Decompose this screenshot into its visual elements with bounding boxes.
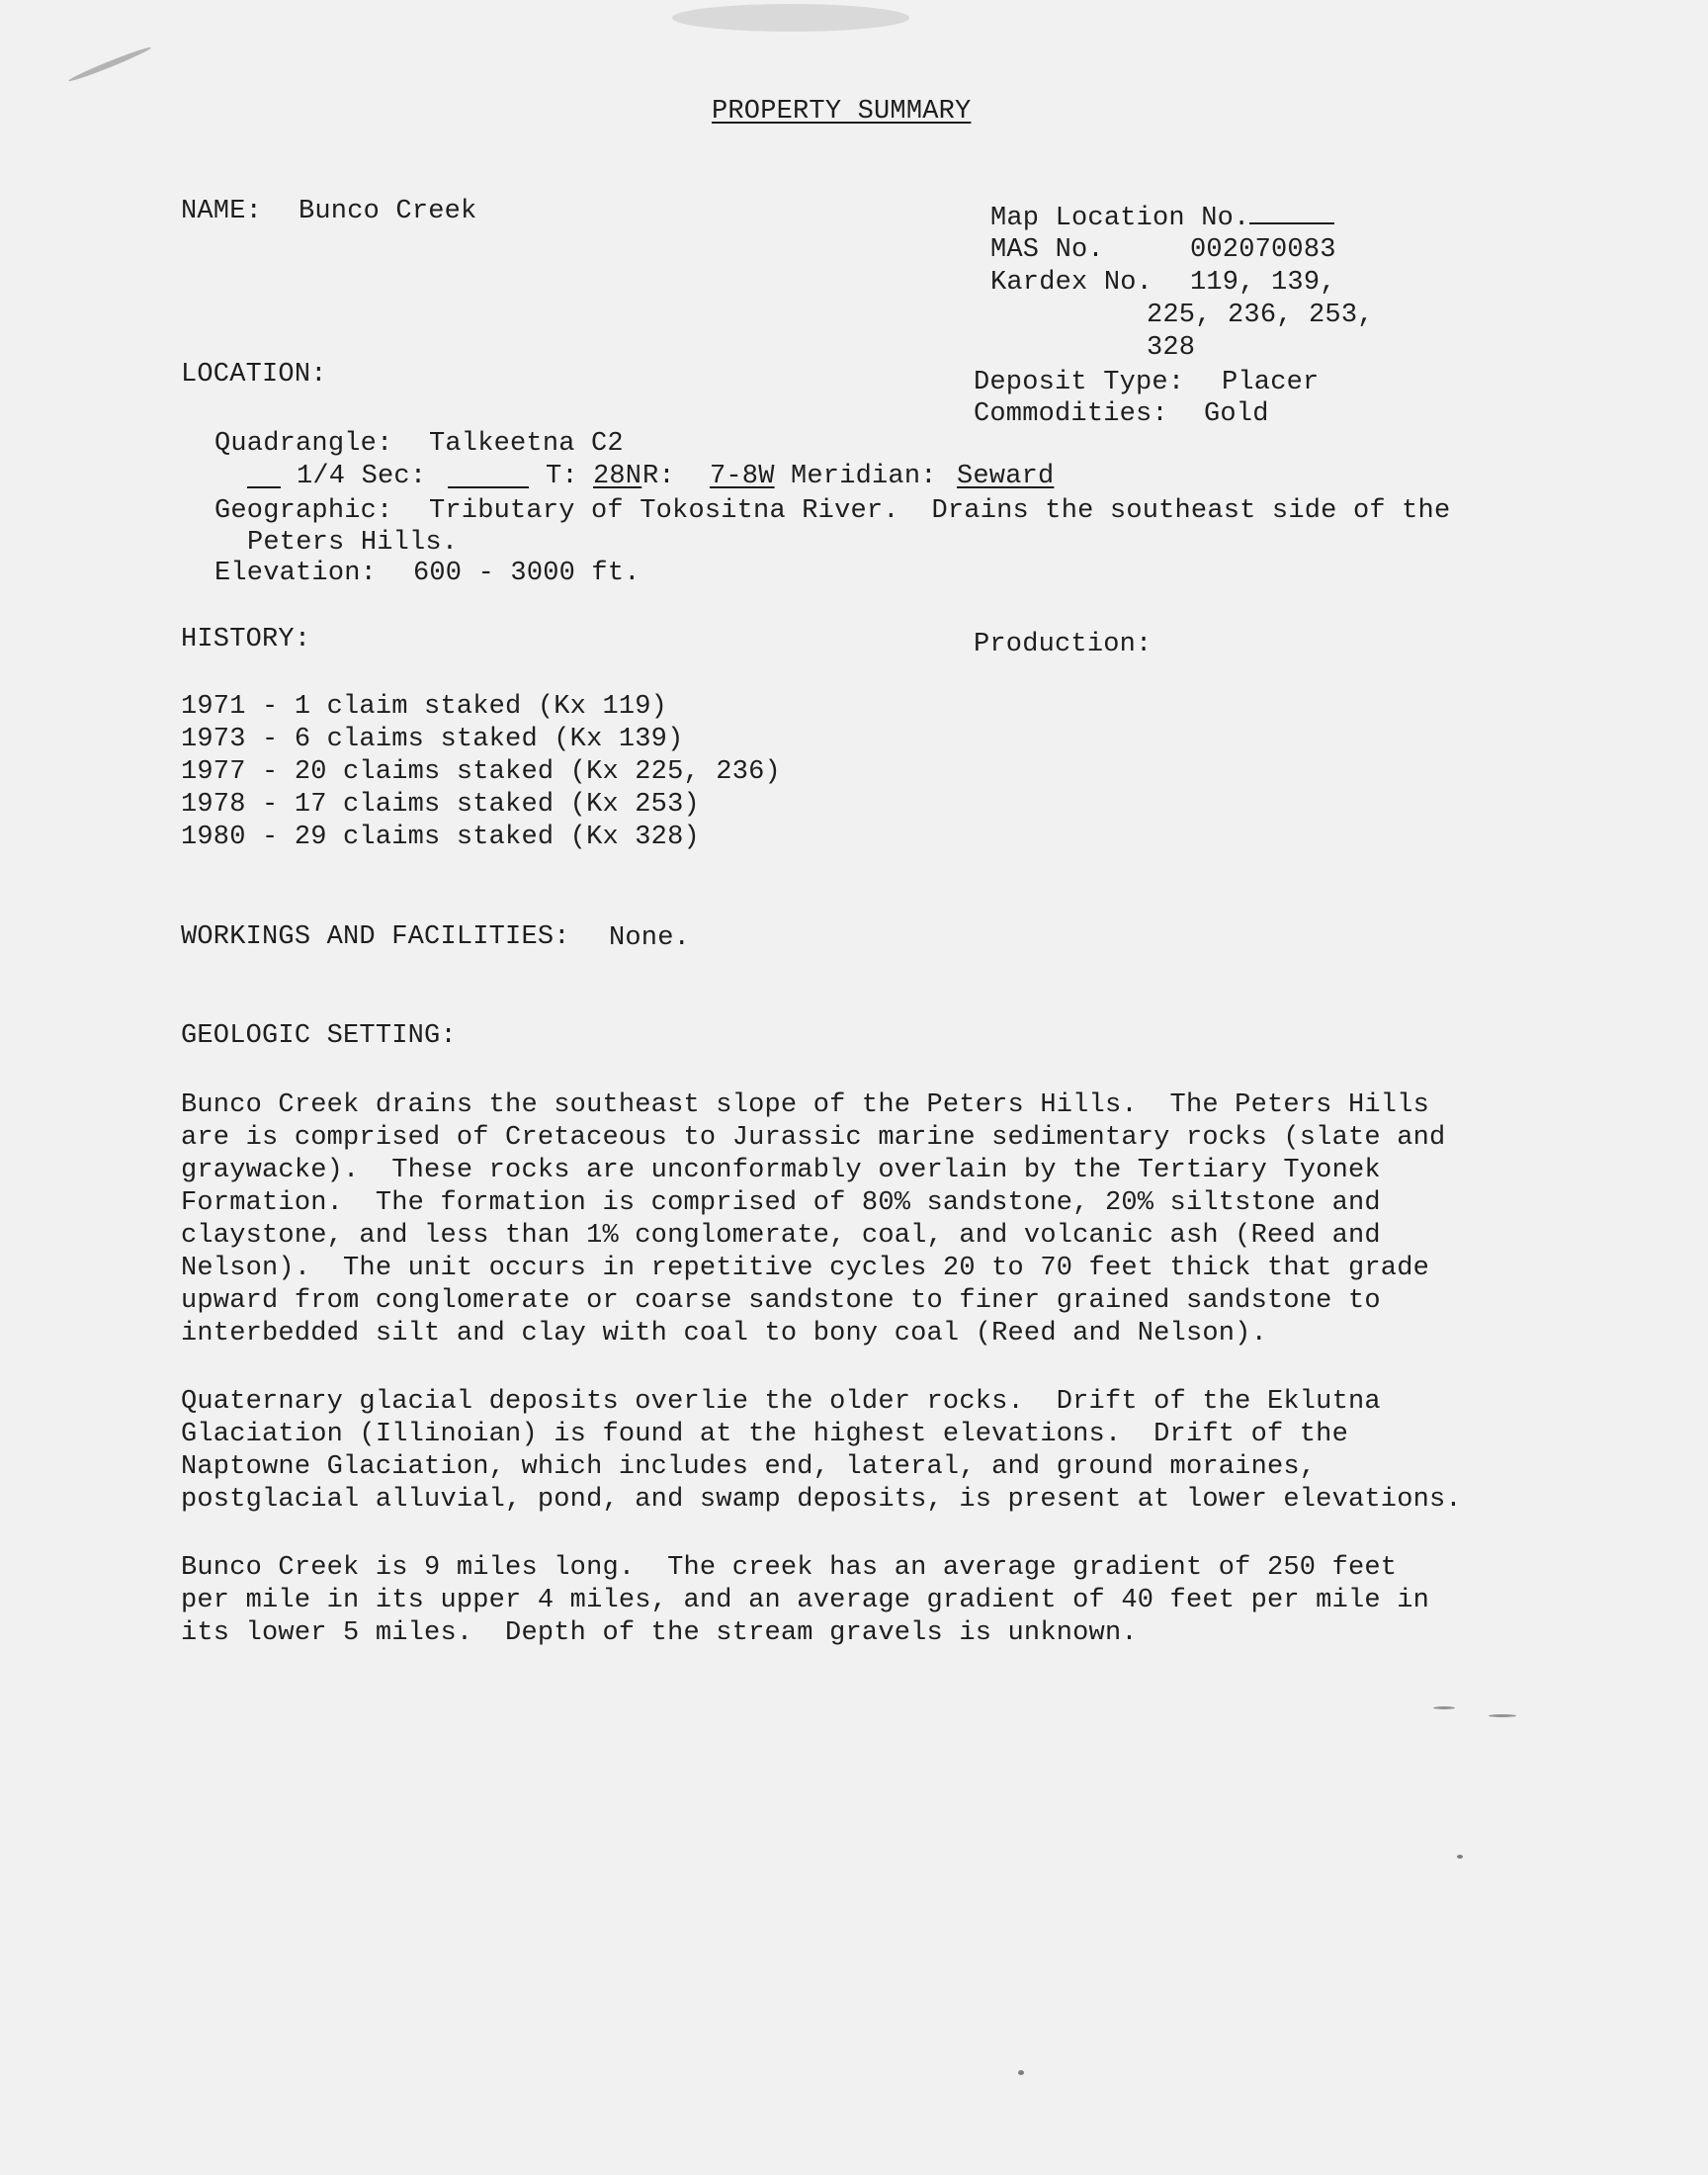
quadrangle-label: Quadrangle: — [214, 429, 393, 459]
geologic-paragraph-1 — [181, 1089, 1505, 1350]
paragraph-line: interbedded silt and clay with coal to bony coal (Reed and Nelson). — [181, 1319, 1267, 1348]
mas-value: 002070083 — [1190, 235, 1336, 265]
production-label: Production: — [974, 630, 1153, 659]
quarter-sec-label: 1/4 Sec: — [297, 462, 427, 491]
paragraph-line: graywacke). These rocks are unconformably overlain by the Tertiary Tyonek — [181, 1156, 1381, 1185]
map-location-text: Map Location No. — [990, 204, 1250, 233]
township-label: T: — [546, 462, 578, 491]
quarter-blank — [247, 465, 281, 488]
paragraph-line: per mile in its upper 4 miles, and an average gradient of 40 feet per mile in — [181, 1586, 1430, 1615]
geographic-line2: Peters Hills. — [247, 528, 459, 558]
commodities-value: Gold — [1204, 399, 1269, 429]
commodities-label: Commodities: — [974, 399, 1168, 429]
history-entry: 1977 - 20 claims staked (Kx 225, 236) — [181, 757, 781, 787]
kardex-line2: 225, 236, 253, — [1147, 301, 1374, 330]
paragraph-line: postglacial alluvial, pond, and swamp deposits, is present at lower elevations. — [181, 1485, 1462, 1515]
geographic-label: Geographic: — [214, 496, 393, 526]
range-label: R: — [642, 462, 675, 491]
workings-label: WORKINGS AND FACILITIES: — [181, 922, 570, 952]
scan-speck — [1489, 1714, 1516, 1717]
geographic-line1: Tributary of Tokositna River. Drains the southeast side of the — [429, 496, 1451, 526]
scan-speck — [1018, 2070, 1024, 2075]
workings-value: None. — [609, 923, 691, 953]
paragraph-line: Bunco Creek drains the southeast slope of the Peters Hills. The Peters Hills — [181, 1090, 1430, 1120]
sec-blank — [448, 465, 529, 488]
history-entry: 1971 - 1 claim staked (Kx 119) — [181, 692, 668, 722]
geologic-paragraph-2 — [181, 1386, 1505, 1517]
township-value: 28N — [593, 462, 642, 491]
deposit-type-label: Deposit Type: — [974, 368, 1185, 397]
location-heading: LOCATION: — [181, 360, 327, 390]
paragraph-line: upward from conglomerate or coarse sandstone to finer grained sandstone to — [181, 1286, 1381, 1316]
history-heading: HISTORY: — [181, 625, 311, 654]
history-entry: 1980 - 29 claims staked (Kx 328) — [181, 823, 700, 852]
scan-speck — [1433, 1706, 1455, 1709]
scan-smudge-top — [672, 4, 909, 32]
scan-speck — [1457, 1855, 1463, 1859]
deposit-type-value: Placer — [1222, 368, 1320, 397]
map-location-blank — [1249, 201, 1334, 224]
quadrangle-value: Talkeetna C2 — [429, 429, 624, 459]
geologic-heading: GEOLOGIC SETTING: — [181, 1021, 457, 1051]
map-location-label — [990, 201, 1334, 235]
paragraph-line: Quaternary glacial deposits overlie the older rocks. Drift of the Eklutna — [181, 1387, 1381, 1417]
scan-mark-corner — [67, 44, 152, 83]
paragraph-line: Nelson). The unit occurs in repetitive cycles 20 to 70 feet thick that grade — [181, 1254, 1430, 1283]
paragraph-line: Bunco Creek is 9 miles long. The creek has an average gradient of 250 feet — [181, 1553, 1398, 1583]
kardex-label: Kardex No. — [990, 268, 1153, 298]
elevation-label: Elevation: — [214, 559, 378, 588]
paragraph-line: claystone, and less than 1% conglomerate, coal, and volcanic ash (Reed and — [181, 1221, 1381, 1251]
paragraph-line: Formation. The formation is comprised of 80% sandstone, 20% siltstone and — [181, 1188, 1381, 1218]
history-entry: 1978 - 17 claims staked (Kx 253) — [181, 790, 700, 820]
elevation-value: 600 - 3000 ft. — [413, 559, 640, 588]
page-title: PROPERTY SUMMARY — [712, 97, 972, 127]
range-value: 7-8W — [710, 462, 775, 491]
name-label: NAME: — [181, 197, 263, 226]
history-entry: 1973 - 6 claims staked (Kx 139) — [181, 725, 684, 754]
paragraph-line: its lower 5 miles. Depth of the stream gravels is unknown. — [181, 1618, 1138, 1648]
meridian-label: Meridian: — [791, 462, 937, 491]
kardex-line1: 119, 139, — [1190, 268, 1336, 298]
paragraph-line: Glaciation (Illinoian) is found at the highest elevations. Drift of the — [181, 1420, 1348, 1449]
mas-label: MAS No. — [990, 235, 1104, 265]
kardex-line3: 328 — [1147, 333, 1196, 363]
history-list — [181, 691, 1505, 854]
meridian-value: Seward — [957, 462, 1055, 491]
geologic-paragraph-3 — [181, 1552, 1505, 1650]
paragraph-line: are is comprised of Cretaceous to Jurassic marine sedimentary rocks (slate and — [181, 1123, 1446, 1153]
paragraph-line: Naptowne Glaciation, which includes end, lateral, and ground moraines, — [181, 1452, 1317, 1482]
name-value: Bunco Creek — [299, 197, 477, 226]
